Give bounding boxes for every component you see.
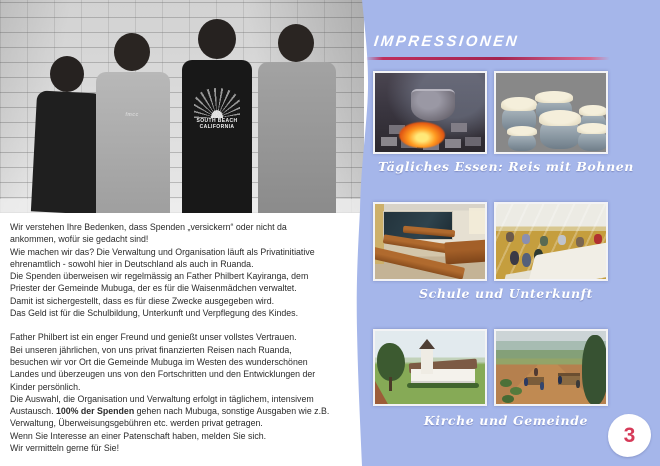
text-line: Die Auswahl, die Organisation und Verwaltung erfolgt in täglichem, intensivem xyxy=(10,393,314,404)
paragraph-1 xyxy=(10,221,360,319)
text-line: Kinder persönlich. xyxy=(10,381,81,392)
tree xyxy=(377,343,405,381)
page-number: 3 xyxy=(623,423,636,447)
child-4-head xyxy=(278,24,314,62)
bold-line-pre: Austausch. xyxy=(10,406,56,417)
photo-village xyxy=(494,329,608,406)
tall-tree xyxy=(582,335,608,405)
stones xyxy=(381,137,397,146)
text-line: ankommen, wofür sie gedacht sind! xyxy=(10,234,149,245)
wooden-desk xyxy=(444,239,487,264)
impressions-panel xyxy=(352,0,660,466)
heading-underline xyxy=(366,57,610,60)
text-line: Bei unseren jährlichen, von uns privat finanzierten Reisen nach Ruanda, xyxy=(10,344,292,355)
rice xyxy=(539,110,581,125)
text-line: Das Geld ist für die Schulbildung, Unterkunft und Verpflegung des Kindes. xyxy=(10,308,299,319)
hanging-clothes xyxy=(506,232,514,242)
people-walking xyxy=(524,378,528,386)
bold-line-post: gehen nach Mubuga, sonstige Ausgaben wie z.B. xyxy=(134,406,330,417)
photo-classroom xyxy=(373,202,487,281)
text-line: Die Spenden überweisen wir regelmässig an Father Philbert Kayiranga, dem xyxy=(10,271,309,282)
text-line: Wir vermitteln gerne für Sie! xyxy=(10,443,120,454)
rice xyxy=(579,105,606,116)
text-line: ehrenamtlich - sowohl hier in Deutschland als auch in Ruanda. xyxy=(10,258,254,269)
text-line: Damit ist sichergestellt, dass es für diese Zwecke ausgegeben wird. xyxy=(10,295,275,306)
shirt-text-south-beach: SOUTH BEACH CALIFORNIA xyxy=(196,118,238,130)
caption-row-3: Kirche und Gemeinde xyxy=(423,413,589,428)
impressions-heading: IMPRESSIONEN xyxy=(373,33,520,50)
photo-cooking-fire xyxy=(373,71,487,154)
church-tower xyxy=(421,348,433,374)
tower-roof xyxy=(419,339,435,349)
text-line: Father Philbert ist ein enger Freund und genießt unser vollstes Vertrauen. xyxy=(10,332,297,343)
bed-with-sheets xyxy=(526,241,608,281)
text-line: Priester der Gemeinde Mubuga, der es für die Waisenmädchen verwaltet. xyxy=(10,283,297,294)
child-2-head xyxy=(114,33,150,71)
rice-pot xyxy=(540,121,580,149)
fire xyxy=(399,122,445,148)
paragraph-2 xyxy=(10,331,360,454)
shirt-text-fmcc: fmcc xyxy=(125,112,139,118)
text-line: besuchen wir vor Ort die Gemeinde Mubuga im Westen des wunderschönen xyxy=(10,356,308,367)
text-line: Wir verstehen Ihre Bedenken, dass Spenden „versickern“ oder nicht da xyxy=(10,222,287,232)
text-line: Verwaltung, Überweisungsgebühren etc. werden privat getragen. xyxy=(10,418,263,429)
rice-pot xyxy=(508,133,536,151)
village-buildings xyxy=(558,373,580,385)
sunburst-graphic xyxy=(194,88,240,118)
people xyxy=(510,251,519,265)
child-3-tanktop xyxy=(182,60,252,213)
child-4-shirt xyxy=(258,62,336,213)
body-text xyxy=(10,221,360,454)
bold-line-emphasis: 100% der Spenden xyxy=(55,406,135,417)
rice-pot xyxy=(578,131,608,151)
text-line-with-bold xyxy=(10,405,360,417)
text-line: Wenn Sie Interesse an einer Patenschaft haben, melden Sie sich. xyxy=(10,430,267,441)
photo-rice-pots xyxy=(494,71,608,154)
window-light xyxy=(469,208,485,234)
rice xyxy=(535,91,572,103)
text-line: Landes und überzeugen uns von den Fortschritten und den Entwicklungen der xyxy=(10,369,316,380)
photo-church xyxy=(373,329,487,406)
rice xyxy=(507,126,536,136)
child-1-head xyxy=(50,56,84,92)
child-1-shirt xyxy=(31,90,103,213)
hedge xyxy=(407,383,479,388)
caption-row-1: Tägliches Essen: Reis mit Bohnen xyxy=(378,159,634,174)
cooking-pot xyxy=(411,89,455,121)
text-line: Wie machen wir das? Die Verwaltung und Organisation läuft als Privatinitiative xyxy=(10,246,315,257)
rice xyxy=(577,123,608,134)
child-3-head xyxy=(198,19,236,59)
child-2-shirt xyxy=(96,72,170,213)
rice xyxy=(501,97,536,111)
children-photo xyxy=(0,0,364,213)
bushes xyxy=(500,379,512,387)
photo-dormitory xyxy=(494,202,608,281)
caption-row-2: Schule und Unterkunft xyxy=(418,286,594,301)
tree-trunk xyxy=(389,377,392,391)
